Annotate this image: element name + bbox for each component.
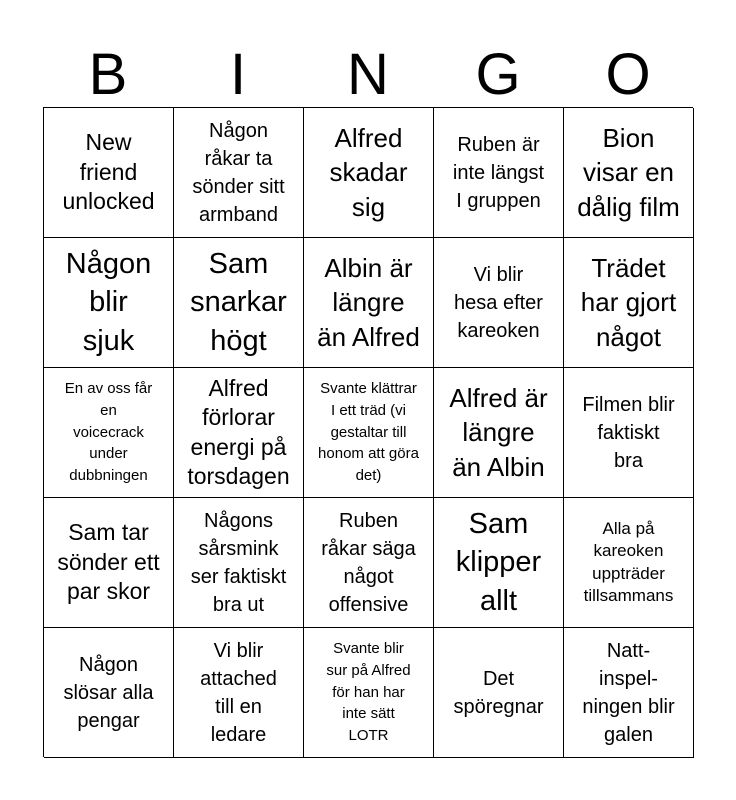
cell-text: Alfred är längre än Albin [449, 382, 548, 482]
bingo-cell[interactable] [304, 368, 434, 498]
header-letter-g: G [475, 42, 521, 107]
cell-text: Vi blir hesa efter kareoken [454, 263, 543, 342]
bingo-cell[interactable] [564, 368, 694, 498]
bingo-cell[interactable] [174, 628, 304, 758]
cell-text: Albin är längre än Alfred [317, 252, 420, 352]
cell-text: Sam klipper allt [455, 507, 542, 617]
bingo-cell[interactable] [304, 498, 434, 628]
header-letter-o: O [605, 42, 651, 107]
cell-text: En av oss får en voicecrack under dubbningen [64, 380, 153, 485]
bingo-cell[interactable] [44, 108, 174, 238]
bingo-cell[interactable] [304, 238, 434, 368]
cell-text: Bion visar en dålig film [577, 122, 680, 222]
cell-text: Någon råkar ta sönder sitt armband [192, 119, 285, 226]
cell-text: Sam tar sönder ett par skor [57, 519, 160, 605]
header-letter-i: I [229, 42, 247, 107]
bingo-cell[interactable] [44, 368, 174, 498]
bingo-cell[interactable] [44, 498, 174, 628]
cell-text: Svante klättrar I ett träd (vi gestaltar till honom att göra det) [318, 380, 419, 485]
bingo-cell[interactable] [304, 108, 434, 238]
bingo-cell[interactable] [564, 628, 694, 758]
bingo-grid [43, 107, 693, 757]
cell-text: Filmen blir faktiskt bra [582, 393, 675, 472]
bingo-header [43, 42, 693, 108]
cell-text: Ruben är inte längst I gruppen [452, 133, 545, 212]
cell-text: Trädet har gjort något [580, 252, 677, 352]
bingo-cell[interactable] [434, 108, 564, 238]
bingo-cell[interactable] [304, 628, 434, 758]
bingo-cell[interactable] [44, 238, 174, 368]
cell-text: Alfred förlorar energi på torsdagen [187, 374, 290, 489]
bingo-cell[interactable] [174, 238, 304, 368]
cell-text: Natt- inspel- ningen blir galen [582, 639, 675, 746]
cell-text: Alla på kareoken uppträder tillsammans [583, 519, 674, 605]
bingo-cell[interactable] [174, 498, 304, 628]
cell-text: Någon slösar alla pengar [63, 653, 154, 732]
header-letter-b: B [88, 42, 128, 107]
cell-text: Någons sårsmink ser faktiskt bra ut [190, 509, 287, 616]
bingo-cell[interactable] [434, 498, 564, 628]
header-letter-n: N [347, 42, 389, 107]
cell-text: New friend unlocked [62, 129, 155, 215]
bingo-cell[interactable] [564, 238, 694, 368]
bingo-cell[interactable] [44, 628, 174, 758]
bingo-cell[interactable] [174, 108, 304, 238]
cell-text: Svante blir sur på Alfred för han har inte sätt LOTR [326, 640, 411, 745]
bingo-cell[interactable] [434, 238, 564, 368]
bingo-cell[interactable] [564, 108, 694, 238]
bingo-cell[interactable] [564, 498, 694, 628]
cell-text: Vi blir attached till en ledare [200, 639, 277, 746]
bingo-cell[interactable] [174, 368, 304, 498]
cell-text: Sam snarkar högt [190, 247, 287, 357]
bingo-cell[interactable] [434, 628, 564, 758]
cell-text: Det spöregnar [453, 667, 544, 718]
bingo-cell[interactable] [434, 368, 564, 498]
cell-text: Någon blir sjuk [65, 247, 152, 357]
cell-text: Alfred skadar sig [329, 122, 408, 222]
cell-text: Ruben råkar säga något offensive [321, 509, 416, 616]
